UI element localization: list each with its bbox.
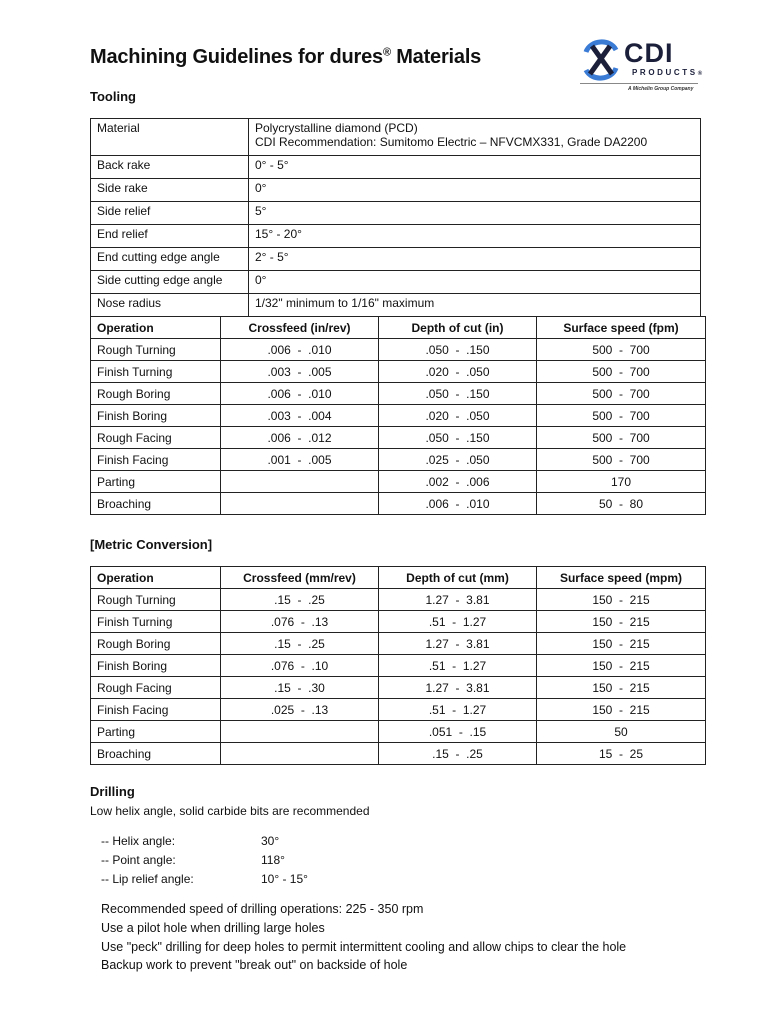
value-cell: 1.27 - 3.81 — [379, 677, 537, 699]
note-line: Use a pilot hole when drilling large holes — [101, 920, 325, 935]
note-line: Use "peck" drilling for deep holes to permit intermittent cooling and allow chips to clear the hole — [101, 939, 627, 954]
table-row — [91, 449, 706, 471]
operation-cell: Rough Turning — [91, 589, 221, 611]
note-line: Recommended speed of drilling operations: 225 - 350 rpm — [101, 902, 424, 916]
operation-cell: Broaching — [91, 743, 221, 765]
value-cell: 150 - 215 — [537, 589, 706, 611]
logo-subtext: PRODUCTS® — [632, 68, 703, 77]
tooling-value: 15° - 20° — [249, 225, 701, 248]
tooling-row — [91, 119, 701, 156]
tooling-value-line: CDI Recommendation: Sumitomo Electric – NFVCMX331, Grade DA2200 — [255, 135, 648, 149]
table-row — [91, 383, 706, 405]
operation-cell: Parting — [91, 721, 221, 743]
value-cell: .025 - .050 — [379, 449, 537, 471]
operation-cell: Parting — [91, 471, 221, 493]
value-cell: 1.27 - 3.81 — [379, 589, 537, 611]
table-row — [91, 743, 706, 765]
operation-cell: Rough Boring — [91, 633, 221, 655]
value-cell: 500 - 700 — [537, 361, 706, 383]
page-title: Machining Guidelines for dures® Materials — [90, 46, 482, 68]
tooling-row — [91, 179, 701, 202]
value-cell: 150 - 215 — [537, 677, 706, 699]
value-cell: 1.27 - 3.81 — [379, 633, 537, 655]
value-cell: .51 - 1.27 — [379, 611, 537, 633]
value-cell: .51 - 1.27 — [379, 655, 537, 677]
column-header: Depth of cut (mm) — [379, 567, 537, 589]
operation-cell: Finish Boring — [91, 405, 221, 427]
operations-table-imperial — [90, 316, 706, 515]
value-cell: .51 - 1.27 — [379, 699, 537, 721]
drilling-heading: Drilling — [90, 784, 135, 799]
tooling-row — [91, 294, 701, 317]
tooling-value — [249, 119, 701, 156]
column-header: Surface speed (fpm) — [537, 317, 706, 339]
tooling-row — [91, 225, 701, 248]
value-cell: .006 - .010 — [221, 339, 379, 361]
tooling-row — [91, 202, 701, 225]
value-cell: .003 - .005 — [221, 361, 379, 383]
value-cell: .006 - .010 — [221, 383, 379, 405]
value-cell: .020 - .050 — [379, 405, 537, 427]
operation-cell: Broaching — [91, 493, 221, 515]
table-row — [91, 721, 706, 743]
value-cell: .050 - .150 — [379, 339, 537, 361]
value-cell: .050 - .150 — [379, 383, 537, 405]
tooling-value: 5° — [249, 202, 701, 225]
spec-value: 10° - 15° — [261, 872, 308, 886]
table-row — [91, 427, 706, 449]
logo-divider — [580, 83, 698, 84]
tooling-heading: Tooling — [90, 89, 136, 104]
tooling-row — [91, 156, 701, 179]
operation-cell: Finish Turning — [91, 361, 221, 383]
tooling-label: Side relief — [91, 202, 249, 225]
value-cell: 500 - 700 — [537, 405, 706, 427]
value-cell: 500 - 700 — [537, 383, 706, 405]
operations-table-metric — [90, 566, 706, 765]
operation-cell: Finish Facing — [91, 449, 221, 471]
table-row — [91, 655, 706, 677]
tooling-row — [91, 271, 701, 294]
value-cell: .051 - .15 — [379, 721, 537, 743]
value-cell: .001 - .005 — [221, 449, 379, 471]
table-row — [91, 633, 706, 655]
tooling-label: End cutting edge angle — [91, 248, 249, 271]
operation-cell: Finish Turning — [91, 611, 221, 633]
drilling-intro: Low helix angle, solid carbide bits are recommended — [90, 804, 370, 818]
drilling-notes — [101, 900, 626, 975]
value-cell: 150 - 215 — [537, 633, 706, 655]
table-row — [91, 611, 706, 633]
spec-label: -- Point angle: — [101, 853, 176, 867]
cdi-logo-mark-icon — [580, 38, 622, 82]
tooling-label: Material — [91, 119, 249, 156]
table-row — [91, 493, 706, 515]
operation-cell: Finish Facing — [91, 699, 221, 721]
table-row — [91, 339, 706, 361]
tooling-value: 0° — [249, 271, 701, 294]
table-row — [91, 405, 706, 427]
tooling-value: 0° — [249, 179, 701, 202]
value-cell: 50 - 80 — [537, 493, 706, 515]
table-row — [91, 471, 706, 493]
spec-label: -- Lip relief angle: — [101, 872, 194, 886]
spec-label: -- Helix angle: — [101, 834, 176, 848]
value-cell: .076 - .13 — [221, 611, 379, 633]
value-cell: .15 - .25 — [221, 589, 379, 611]
table-row — [91, 677, 706, 699]
value-cell — [221, 493, 379, 515]
value-cell — [221, 471, 379, 493]
tooling-value-line: Polycrystalline diamond (PCD) — [255, 121, 418, 135]
spec-value: 30° — [261, 834, 280, 848]
value-cell: 15 - 25 — [537, 743, 706, 765]
value-cell: 500 - 700 — [537, 427, 706, 449]
value-cell: .050 - .150 — [379, 427, 537, 449]
column-header: Operation — [91, 317, 221, 339]
operation-cell: Rough Turning — [91, 339, 221, 361]
value-cell: .020 - .050 — [379, 361, 537, 383]
value-cell: 500 - 700 — [537, 339, 706, 361]
operation-cell: Rough Facing — [91, 427, 221, 449]
value-cell: 150 - 215 — [537, 699, 706, 721]
tooling-value: 1/32" minimum to 1/16" maximum — [249, 294, 701, 317]
operation-cell: Rough Facing — [91, 677, 221, 699]
value-cell: .002 - .006 — [379, 471, 537, 493]
operation-cell: Finish Boring — [91, 655, 221, 677]
value-cell: .003 - .004 — [221, 405, 379, 427]
tooling-table — [90, 118, 701, 317]
value-cell: .076 - .10 — [221, 655, 379, 677]
value-cell: 500 - 700 — [537, 449, 706, 471]
value-cell: 170 — [537, 471, 706, 493]
tooling-label: Side rake — [91, 179, 249, 202]
table-row — [91, 361, 706, 383]
column-header: Operation — [91, 567, 221, 589]
value-cell: .006 - .012 — [221, 427, 379, 449]
tooling-value: 0° - 5° — [249, 156, 701, 179]
value-cell — [221, 743, 379, 765]
value-cell: 150 - 215 — [537, 611, 706, 633]
tooling-row — [91, 248, 701, 271]
metric-heading: [Metric Conversion] — [90, 537, 213, 552]
table-row — [91, 699, 706, 721]
value-cell — [221, 721, 379, 743]
tooling-label: Side cutting edge angle — [91, 271, 249, 294]
spec-value: 118° — [261, 853, 285, 867]
value-cell: .15 - .30 — [221, 677, 379, 699]
logo-tagline: A Michelin Group Company — [628, 86, 694, 92]
value-cell: .15 - .25 — [221, 633, 379, 655]
value-cell: .025 - .13 — [221, 699, 379, 721]
logo-text: CDI — [624, 38, 674, 68]
tooling-label: Back rake — [91, 156, 249, 179]
note-line: Backup work to prevent "break out" on backside of hole — [101, 958, 408, 973]
cdi-logo — [580, 38, 705, 96]
value-cell: .006 - .010 — [379, 493, 537, 515]
column-header: Depth of cut (in) — [379, 317, 537, 339]
tooling-label: Nose radius — [91, 294, 249, 317]
column-header: Surface speed (mpm) — [537, 567, 706, 589]
operation-cell: Rough Boring — [91, 383, 221, 405]
value-cell: 150 - 215 — [537, 655, 706, 677]
table-row — [91, 589, 706, 611]
value-cell: 50 — [537, 721, 706, 743]
tooling-value: 2° - 5° — [249, 248, 701, 271]
tooling-label: End relief — [91, 225, 249, 248]
column-header: Crossfeed (in/rev) — [221, 317, 379, 339]
value-cell: .15 - .25 — [379, 743, 537, 765]
column-header: Crossfeed (mm/rev) — [221, 567, 379, 589]
